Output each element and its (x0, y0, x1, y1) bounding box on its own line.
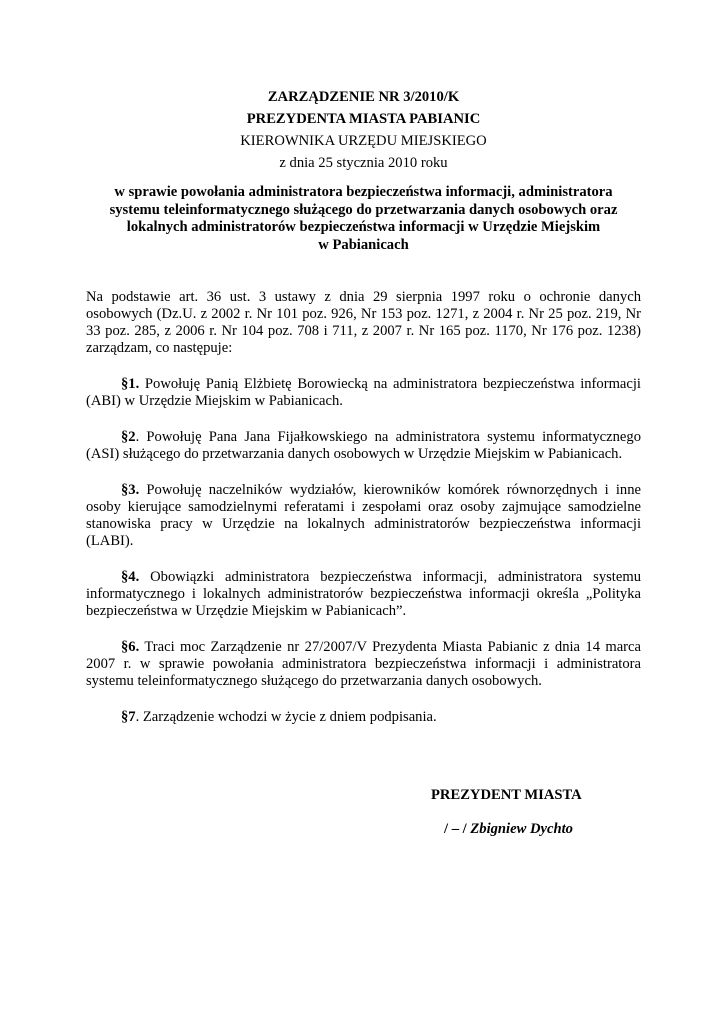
section-text: Obowiązki administratora bezpieczeństwa informacji, administratora systemu informatycznego i lokalnych administratorów bezpieczeństwa informacji określa „Polityka bezpieczeństwa w Urzędzie Miejskim w Pabianicach”. (86, 569, 641, 619)
section-mark: §4. (121, 569, 140, 585)
section-text: Powołuję Panią Elżbietę Borowiecką na administratora bezpieczeństwa informacji (ABI) w Urzędzie Miejskim w Pabianicach. (86, 376, 641, 409)
document-header (86, 86, 641, 174)
section-mark: §7 (121, 709, 136, 725)
signatory-name (444, 821, 604, 838)
subject-line: w Pabianicach (318, 236, 409, 253)
subject-line: lokalnych administratorów bezpieczeństwa informacji w Urzędzie Miejskim (126, 219, 601, 235)
signature-name: Zbigniew Dychto (470, 821, 573, 837)
subject-line: systemu teleinformatycznego służącego do przetwarzania danych osobowych oraz (109, 201, 618, 218)
document-page (86, 86, 641, 726)
section-1 (86, 376, 641, 410)
section-mark: §3. (121, 482, 140, 498)
section-text: Powołuję naczelników wydziałów, kierowników komórek równorzędnych i inne osoby kierujące samodzielnymi referatami i zespołami oraz osoby zajmujące samodzielne stanowiska pracy w Urzędzie na lokalnych administratorów bezpieczeństwa informacji (LABI). (86, 482, 641, 549)
section-2 (86, 429, 641, 463)
section-text: Traci moc Zarządzenie nr 27/2007/V Prezydenta Miasta Pabianic z dnia 14 marca 2007 r. w sprawie powołania administratora bezpieczeństwa informacji i administratora systemu teleinformatycznego służącego do przetwarzania danych osobowych. (86, 639, 641, 689)
legal-basis-line: osobowych (Dz.U. z 2002 r. Nr 101 poz. 926, Nr 153 poz. 1271, z 2004 r. Nr 25 poz. 219, Nr (86, 306, 641, 322)
section-mark: §1. (121, 376, 140, 392)
legal-basis-line: 33 poz. 285, z 2006 r. Nr 104 poz. 708 i 711, z 2007 r. Nr 165 poz. 1170, Nr 176 poz. 1238) (86, 323, 641, 339)
signatory-title: PREZYDENT MIASTA (431, 787, 582, 803)
legal-basis-line: zarządzam, co następuje: (86, 340, 233, 356)
section-3 (86, 482, 641, 550)
section-mark: §2 (121, 429, 136, 445)
ordinance-number: ZARZĄDZENIE NR 3/2010/K (267, 89, 460, 105)
section-7 (86, 709, 641, 726)
issuer-office: KIEROWNIKA URZĘDU MIEJSKIEGO (240, 133, 487, 149)
legal-basis-line: Na podstawie art. 36 ust. 3 ustawy z dnia 29 sierpnia 1997 roku o ochronie danych (86, 289, 641, 305)
document-date: z dnia 25 stycznia 2010 roku (279, 155, 448, 171)
document-subject (86, 184, 641, 254)
section-6 (86, 639, 641, 690)
subject-line: w sprawie powołania administratora bezpieczeństwa informacji, administratora (114, 184, 613, 200)
signature-prefix: / – / (444, 821, 471, 837)
section-mark: §6. (121, 639, 140, 655)
section-text: . Powołuję Pana Jana Fijałkowskiego na administratora systemu informatycznego (ASI) służącego do przetwarzania danych osobowych w Urzędzie Miejskim w Pabianicach. (86, 429, 641, 462)
section-text: . Zarządzenie wchodzi w życie z dniem podpisania. (135, 709, 437, 725)
issuer-title: PREZYDENTA MIASTA PABIANIC (246, 111, 481, 127)
section-4 (86, 569, 641, 620)
legal-basis-paragraph (86, 289, 641, 357)
